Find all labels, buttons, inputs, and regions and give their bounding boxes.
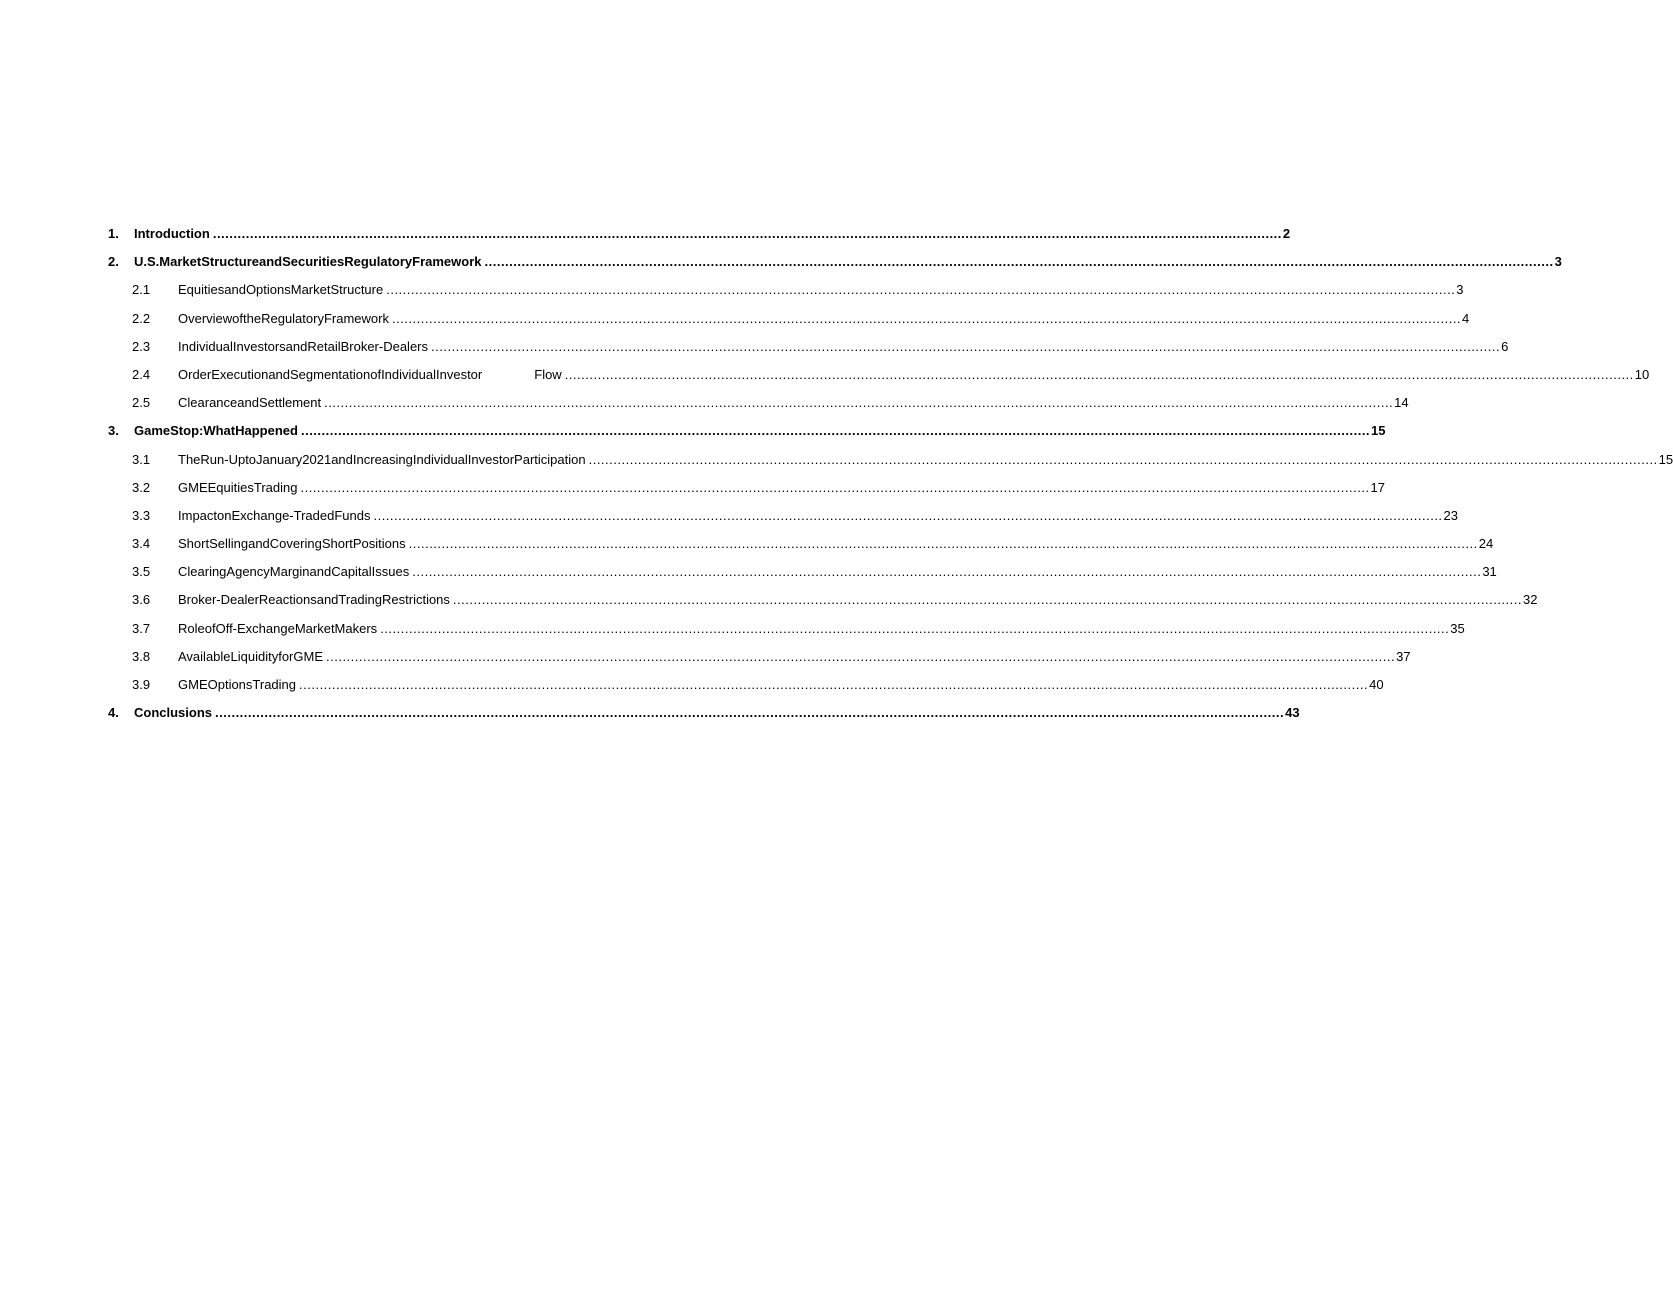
toc-entry-title[interactable]: TheRun-UptoJanuary2021andIncreasingIndividualInvestorParticipation — [178, 451, 586, 467]
toc-entry-title[interactable]: RoleofOff-ExchangeMarketMakers — [178, 620, 378, 636]
toc-entry-2-5[interactable] — [0, 393, 1409, 421]
toc-dot-leader: .................................................................................................................................................................................................................................................................... — [300, 423, 1371, 439]
toc-entry-page: 10 — [1634, 366, 1650, 382]
toc-dot-leader: .................................................................................................................................................................................................................................................................... — [212, 226, 1282, 241]
toc-entry-title[interactable]: GMEOptionsTrading — [178, 677, 297, 692]
toc-entry-title[interactable]: U.S.MarketStructureandSecuritiesRegulatoryFramework — [134, 254, 482, 270]
toc-entry-3-5[interactable] — [0, 562, 1497, 590]
toc-entry-number: 2.2 — [132, 310, 151, 326]
toc-entry-introduction[interactable] — [0, 224, 1291, 252]
toc-entry-number: 2.3 — [132, 338, 151, 354]
toc-dot-leader: .................................................................................................................................................................................................................................................................... — [299, 677, 1369, 692]
toc-entry-3-1[interactable] — [0, 450, 1673, 478]
toc-entry-number: 3.7 — [132, 620, 151, 636]
toc-entry-number: 3.5 — [132, 564, 151, 580]
toc-entry-page: 6 — [1501, 338, 1509, 354]
toc-entry-number: 3.1 — [132, 451, 151, 467]
toc-entry-title[interactable]: GameStop:WhatHappened — [134, 423, 298, 439]
table-of-contents — [0, 224, 1673, 731]
toc-entry-title[interactable]: AvailableLiquidityforGME — [178, 648, 323, 664]
toc-entry-page: 32 — [1523, 592, 1538, 608]
toc-entry-page: 15 — [1658, 451, 1673, 467]
toc-dot-leader: .................................................................................................................................................................................................................................................................... — [588, 451, 1658, 467]
toc-dot-leader: .................................................................................................................................................................................................................................................................... — [564, 366, 1634, 382]
toc-entry-3-7[interactable] — [0, 619, 1465, 647]
toc-entry-conclusions[interactable] — [0, 703, 1300, 731]
toc-entry-2-1[interactable] — [0, 280, 1464, 308]
toc-entry-title[interactable]: ImpactonExchange-TradedFunds — [178, 507, 371, 523]
toc-dot-leader: .................................................................................................................................................................................................................................................................... — [326, 648, 1396, 664]
toc-entry-page: 15 — [1371, 423, 1386, 439]
toc-entry-number: 2. — [108, 254, 119, 270]
toc-entry-title[interactable]: EquitiesandOptionsMarketStructure — [178, 282, 384, 298]
toc-dot-leader: .................................................................................................................................................................................................................................................................... — [412, 564, 1482, 580]
toc-entry-number: 4. — [108, 705, 119, 721]
toc-dot-leader: .................................................................................................................................................................................................................................................................... — [380, 620, 1450, 636]
toc-dot-leader: .................................................................................................................................................................................................................................................................... — [300, 479, 1370, 495]
toc-entry-page: 37 — [1396, 648, 1411, 664]
toc-dot-leader: .................................................................................................................................................................................................................................................................... — [391, 310, 1462, 326]
toc-entry-number: 2.5 — [132, 395, 151, 411]
toc-entry-number: 3.9 — [132, 677, 151, 692]
toc-dot-leader: .................................................................................................................................................................................................................................................................... — [215, 705, 1285, 721]
toc-entry-title-head: OrderExecutionandSegmentationofIndividualInvestor — [178, 366, 483, 382]
toc-entry-number: 3.4 — [132, 536, 151, 552]
toc-entry-number: 3.3 — [132, 507, 151, 523]
toc-entry-page: 40 — [1369, 677, 1384, 692]
toc-dot-leader: .................................................................................................................................................................................................................................................................... — [452, 592, 1522, 608]
toc-entry-page: 24 — [1478, 536, 1494, 552]
toc-dot-leader: .................................................................................................................................................................................................................................................................... — [484, 254, 1554, 270]
toc-entry-title[interactable]: OverviewoftheRegulatoryFramework — [178, 310, 389, 326]
toc-entry-title-tail: Flow — [534, 366, 562, 382]
toc-dot-leader: .................................................................................................................................................................................................................................................................... — [324, 395, 1394, 411]
toc-entry-title[interactable] — [178, 365, 565, 385]
toc-entry-title[interactable]: ClearingAgencyMarginandCapitalIssues — [178, 564, 410, 580]
toc-entry-2-2[interactable] — [0, 309, 1470, 337]
toc-entry-market-structure[interactable] — [0, 252, 1562, 280]
toc-entry-3-3[interactable] — [0, 506, 1459, 534]
toc-entry-page: 43 — [1285, 705, 1300, 721]
toc-entry-3-8[interactable] — [0, 647, 1411, 675]
toc-entry-title[interactable]: GMEEquitiesTrading — [178, 479, 298, 495]
toc-entry-number: 3. — [108, 423, 119, 439]
toc-entry-number: 3.2 — [132, 479, 151, 495]
toc-dot-leader: .................................................................................................................................................................................................................................................................... — [408, 536, 1478, 552]
toc-entry-title[interactable]: Conclusions — [134, 705, 213, 721]
toc-entry-title[interactable]: ClearanceandSettlement — [178, 395, 322, 411]
toc-entry-title[interactable]: IndividualInvestorsandRetailBroker-Dealers — [178, 338, 429, 354]
toc-entry-title[interactable]: Introduction — [134, 226, 210, 241]
toc-entry-page: 3 — [1456, 282, 1464, 298]
toc-entry-number: 3.6 — [132, 592, 151, 608]
toc-dot-leader: .................................................................................................................................................................................................................................................................... — [431, 338, 1501, 354]
toc-entry-title[interactable]: Broker-DealerReactionsandTradingRestrictions — [178, 592, 450, 608]
toc-entry-2-4[interactable] — [0, 365, 1650, 393]
toc-entry-2-3[interactable] — [0, 337, 1509, 365]
toc-entry-title[interactable]: ShortSellingandCoveringShortPositions — [178, 536, 406, 552]
toc-entry-3-6[interactable] — [0, 590, 1538, 618]
toc-entry-3-4[interactable] — [0, 534, 1494, 562]
toc-dot-leader: .................................................................................................................................................................................................................................................................... — [373, 507, 1443, 523]
toc-dot-leader: .................................................................................................................................................................................................................................................................... — [386, 282, 1456, 298]
toc-entry-page: 3 — [1554, 254, 1562, 270]
toc-entry-page: 4 — [1462, 310, 1470, 326]
toc-entry-number: 2.1 — [132, 282, 151, 298]
toc-entry-number: 1. — [108, 226, 119, 241]
toc-entry-page: 2 — [1282, 226, 1291, 241]
toc-entry-gamestop[interactable] — [0, 421, 1386, 449]
toc-entry-page: 31 — [1482, 564, 1497, 580]
toc-entry-number: 2.4 — [132, 366, 151, 382]
toc-entry-page: 23 — [1443, 507, 1459, 523]
toc-entry-page: 17 — [1370, 479, 1386, 495]
toc-entry-3-2[interactable] — [0, 478, 1386, 506]
toc-entry-page: 14 — [1394, 395, 1409, 411]
toc-entry-number: 3.8 — [132, 648, 151, 664]
toc-entry-3-9[interactable] — [0, 675, 1384, 703]
toc-entry-page: 35 — [1450, 620, 1465, 636]
